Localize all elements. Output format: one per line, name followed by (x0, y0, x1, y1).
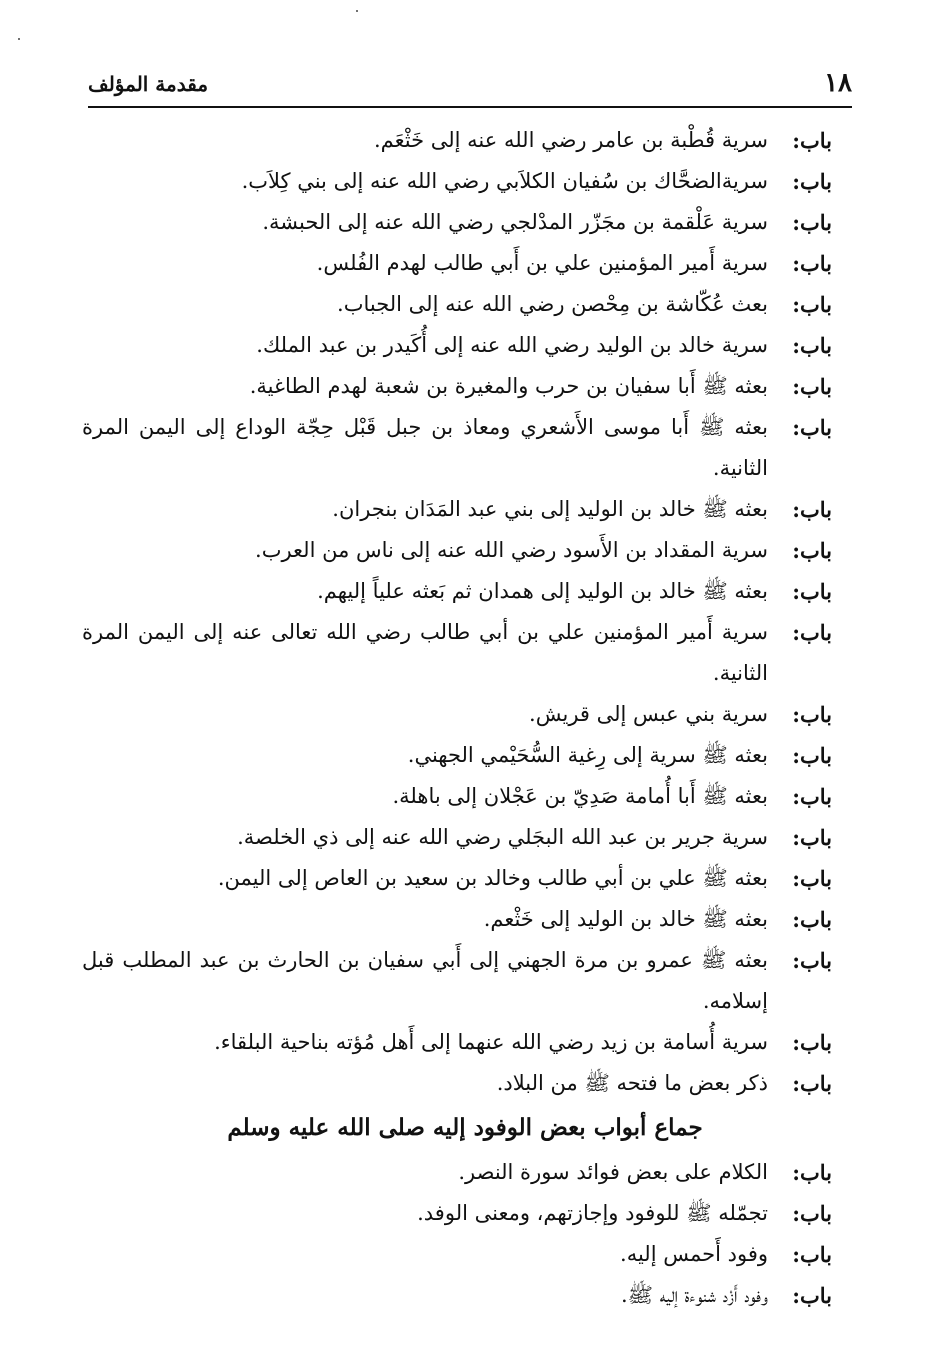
toc-entry (82, 366, 832, 407)
entry-prefix: باب: (792, 784, 832, 809)
toc-entry (82, 735, 832, 776)
toc-entry (82, 694, 832, 735)
entry-text: سرية أَمير المؤمنين علي بن أَبي طالب لهدم الفُلس. (316, 251, 768, 275)
entry-prefix: باب: (792, 866, 832, 891)
entry-prefix: باب: (792, 907, 832, 932)
entry-text: بعثه ﷺ عمرو بن مرة الجهني إلى أَبي سفيان بن الحارث بن عبد المطلب قبل إسلامه. (82, 948, 768, 1013)
scan-speck (18, 38, 20, 40)
entry-text: سرية أَمير المؤمنين علي بن أبي طالب رضي الله تعالى عنه إلى اليمن المرة الثانية. (82, 620, 768, 685)
toc-entry (82, 407, 832, 489)
toc-entry (82, 1152, 832, 1193)
entry-prefix: باب: (792, 210, 832, 235)
entry-prefix: باب: (792, 1160, 832, 1185)
entry-text: بعثه ﷺ خالد بن الوليد إلى بني عبد المَدَان بنجران. (332, 497, 768, 521)
entry-text: الكلام على بعض فوائد سورة النصر. (458, 1160, 768, 1184)
entry-text: وفود أَزْد شنوءة إليه ﷺ. (621, 1283, 768, 1307)
toc-entry (82, 243, 832, 284)
entry-text: تجمّله ﷺ للوفود وإجازتهم، ومعنى الوفد. (417, 1201, 768, 1225)
toc-entry (82, 1063, 832, 1104)
toc-entry (82, 858, 832, 899)
toc-entry (82, 1234, 832, 1275)
entry-prefix: باب: (792, 1283, 832, 1308)
entry-text: سرية جرير بن عبد الله البجَلي رضي الله عنه إلى ذي الخلصة. (237, 825, 768, 849)
section-heading: جماع أبواب بعض الوفود إليه صلى الله عليه وسلم (227, 1114, 703, 1141)
toc-entry (82, 1022, 832, 1063)
entry-text: بعثه ﷺ أَبا سفيان بن حرب والمغيرة بن شعبة لهدم الطاغية. (249, 374, 768, 398)
entry-text: بعثه ﷺ سرية إلى رِغية السُّحَيْمي الجهني. (407, 743, 768, 767)
entry-prefix: باب: (792, 1030, 832, 1055)
entry-text: سرية أُسامة بن زيد رضي الله عنهما إلى أَهل مُؤته بناحية البلقاء. (214, 1030, 768, 1054)
toc-entry (82, 571, 832, 612)
entry-text: بعثه ﷺ خالد بن الوليد إلى همدان ثم بَعثه علياً إليهم. (317, 579, 768, 603)
entry-prefix: باب: (792, 620, 832, 645)
running-title: مقدمة المؤلف (88, 72, 209, 96)
entry-text: سريةالضحَّاك بن سُفيان الكلاَبي رضي الله عنه إلى بني كِلاَب. (241, 169, 768, 193)
entry-prefix: باب: (792, 497, 832, 522)
entry-prefix: باب: (792, 743, 832, 768)
entry-text: بعثه ﷺ أَبا موسى الأَشعري ومعاذ بن جبل قَبْل حِجّة الوداع إلى اليمن المرة الثانية. (82, 415, 768, 480)
toc-entry (82, 530, 832, 571)
toc-entry (82, 940, 832, 1022)
toc-entry (82, 161, 832, 202)
entry-text: سرية عَلْقمة بن مجَزّر المدْلجي رضي الله عنه إلى الحبشة. (262, 210, 768, 234)
page-number: ١٨ (824, 68, 852, 98)
toc-entry (82, 1193, 832, 1234)
entry-prefix: باب: (792, 1071, 832, 1096)
entry-prefix: باب: (792, 579, 832, 604)
toc-entry (82, 284, 832, 325)
entry-prefix: باب: (792, 1201, 832, 1226)
entry-text: سرية المقداد بن الأَسود رضي الله عنه إلى ناس من العرب. (255, 538, 768, 562)
toc-entry (82, 120, 832, 161)
entry-list-delegations (82, 1152, 832, 1316)
entry-prefix: باب: (792, 292, 832, 317)
toc-entry (82, 489, 832, 530)
page-header (88, 66, 852, 108)
entry-text: بعثه ﷺ أَبا أُمامة صَدِيّ بن عَجْلان إلى باهلة. (392, 784, 768, 808)
entry-text: ذكر بعض ما فتحه ﷺ من البلاد. (496, 1071, 768, 1095)
entry-prefix: باب: (792, 251, 832, 276)
table-of-contents (82, 120, 832, 1316)
entry-prefix: باب: (792, 538, 832, 563)
entry-prefix: باب: (792, 702, 832, 727)
toc-entry (82, 1275, 832, 1316)
entry-prefix: باب: (792, 374, 832, 399)
entry-prefix: باب: (792, 1242, 832, 1267)
toc-entry (82, 202, 832, 243)
entry-prefix: باب: (792, 948, 832, 973)
entry-text: بعث عُكّاشة بن مِحْصن رضي الله عنه إلى الجباب. (337, 292, 768, 316)
entry-prefix: باب: (792, 169, 832, 194)
entry-text: بعثه ﷺ خالد بن الوليد إلى خَثْعم. (483, 907, 768, 931)
entry-text: سرية خالد بن الوليد رضي الله عنه إلى أُكَيدر بن عبد الملك. (256, 333, 768, 357)
toc-entry (82, 612, 832, 694)
entry-prefix: باب: (792, 825, 832, 850)
toc-entry (82, 776, 832, 817)
scan-speck (356, 10, 358, 12)
entry-prefix: باب: (792, 333, 832, 358)
entry-list-expeditions (82, 120, 832, 1104)
entry-text: سرية قُطْبة بن عامر رضي الله عنه إلى خَثْعَم. (373, 128, 768, 152)
toc-entry (82, 899, 832, 940)
entry-text: بعثه ﷺ علي بن أبي طالب وخالد بن سعيد بن العاص إلى اليمن. (217, 866, 768, 890)
entry-text: سرية بني عبس إلى قريش. (529, 702, 768, 726)
toc-entry (82, 817, 832, 858)
toc-entry (82, 325, 832, 366)
entry-text: وفود أَحمس إليه. (620, 1242, 768, 1266)
entry-prefix: باب: (792, 128, 832, 153)
entry-prefix: باب: (792, 415, 832, 440)
